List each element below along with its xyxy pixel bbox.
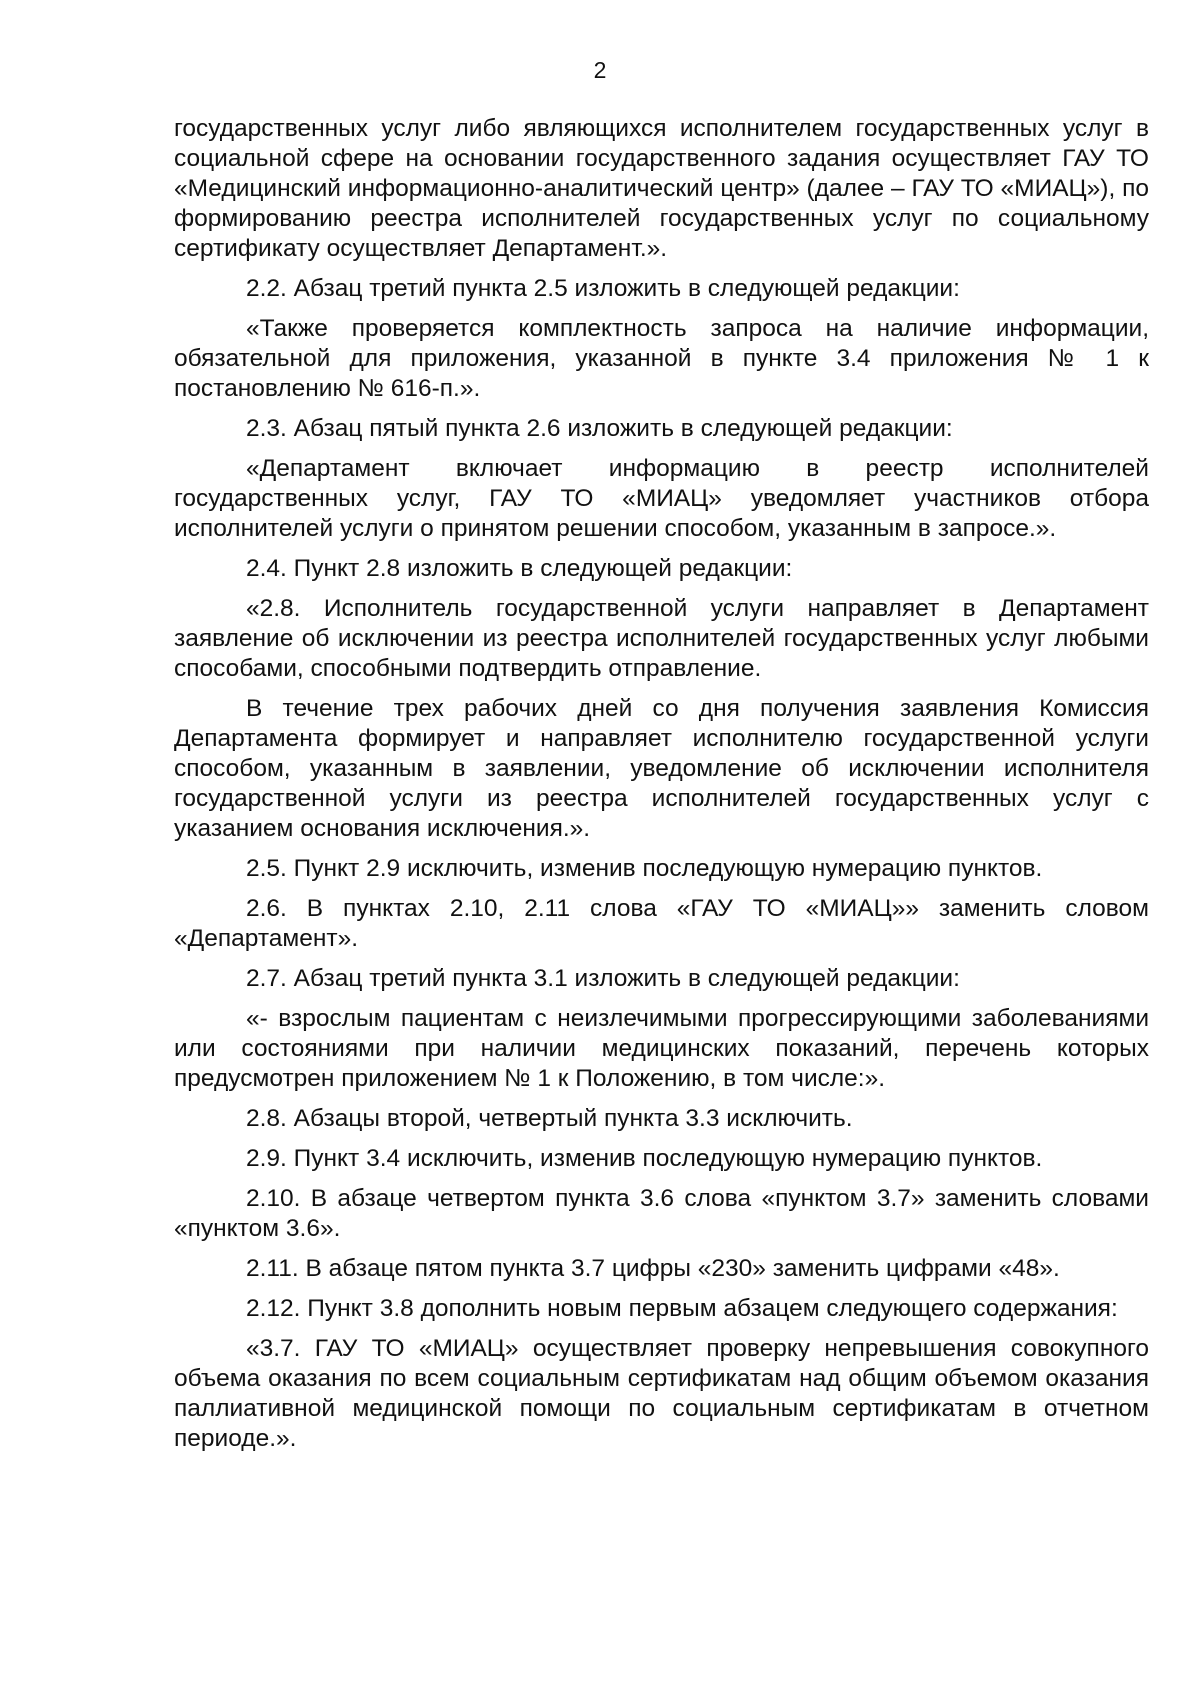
paragraph: 2.12. Пункт 3.8 дополнить новым первым абзацем следующего содержания: xyxy=(246,1295,1118,1322)
paragraph: 2.3. Абзац пятый пункта 2.6 изложить в следующей редакции: xyxy=(246,415,953,442)
paragraph: 2.11. В абзаце пятом пункта 3.7 цифры «230» заменить цифрами «48». xyxy=(246,1255,1060,1282)
page-number: 2 xyxy=(593,57,607,83)
paragraph: государственных услуг либо являющихся исполнителем государственных услуг в социальной сфере на основании государственного задания осуществляет ГАУ ТО «Медицинский информационно-аналитический центр» (далее – ГАУ ТО «МИАЦ»), по формированию реестра исполнителей государственных услуг по социальному сертификату осуществляет Департамент.». xyxy=(174,115,1149,262)
paragraph: 2.6. В пунктах 2.10, 2.11 слова «ГАУ ТО «МИАЦ»» заменить словом «Департамент». xyxy=(174,895,1149,952)
paragraph: 2.7. Абзац третий пункта 3.1 изложить в следующей редакции: xyxy=(246,965,960,992)
paragraph: 2.8. Абзацы второй, четвертый пункта 3.3 исключить. xyxy=(246,1105,853,1132)
paragraph: 2.4. Пункт 2.8 изложить в следующей редакции: xyxy=(246,555,793,582)
document-body xyxy=(174,114,1149,1464)
paragraph: 2.10. В абзаце четвертом пункта 3.6 слова «пунктом 3.7» заменить словами «пунктом 3.6». xyxy=(174,1185,1149,1242)
paragraph: 2.9. Пункт 3.4 исключить, изменив последующую нумерацию пунктов. xyxy=(246,1145,1043,1172)
paragraph: 2.2. Абзац третий пункта 2.5 изложить в следующей редакции: xyxy=(246,275,960,302)
paragraph: «- взрослым пациентам с неизлечимыми прогрессирующими заболеваниями или состояниями при наличии медицинских показаний, перечень которых предусмотрен приложением № 1 к Положению, в том числе:». xyxy=(174,1005,1149,1092)
paragraph: «Также проверяется комплектность запроса на наличие информации, обязательной для приложения, указанной в пункте 3.4 приложения № 1 к постановлению № 616-п.». xyxy=(174,315,1149,402)
paragraph: 2.5. Пункт 2.9 исключить, изменив последующую нумерацию пунктов. xyxy=(246,855,1043,882)
paragraph: В течение трех рабочих дней со дня получения заявления Комиссия Департамента формирует и направляет исполнителю государственной услуги способом, указанным в заявлении, уведомление об исключении исполнителя государственной услуги из реестра исполнителей государственных услуг с указанием основания исключения.». xyxy=(174,695,1149,842)
paragraph: «2.8. Исполнитель государственной услуги направляет в Департамент заявление об исключении из реестра исполнителей государственных услуг любыми способами, способными подтвердить отправление. xyxy=(174,595,1149,682)
paragraph: «3.7. ГАУ ТО «МИАЦ» осуществляет проверку непревышения совокупного объема оказания по всем социальным сертификатам над общим объемом оказания паллиативной медицинской помощи по социальным сертификатам в отчетном периоде.». xyxy=(174,1335,1149,1452)
paragraph: «Департамент включает информацию в реестр исполнителей государственных услуг, ГАУ ТО «МИАЦ» уведомляет участников отбора исполнителей услуги о принятом решении способом, указанным в запросе.». xyxy=(174,455,1149,542)
